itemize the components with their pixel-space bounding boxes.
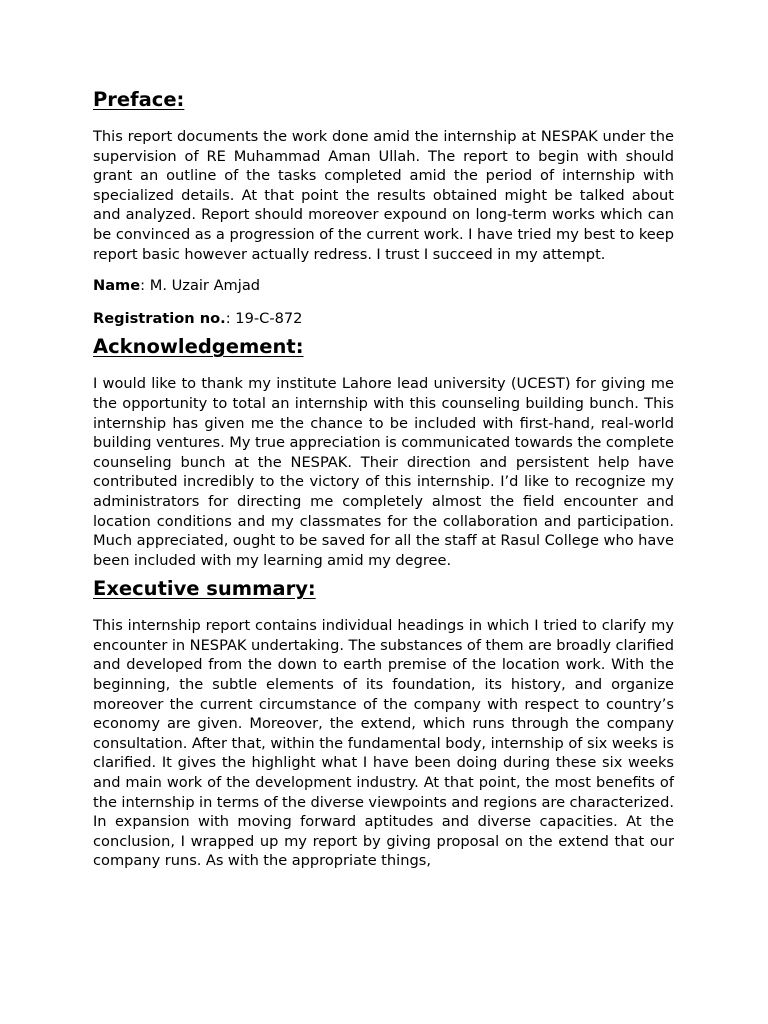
registration-value: : 19-C-872 (225, 309, 303, 327)
document-page (93, 80, 674, 871)
acknowledgement-heading: Acknowledgement: (93, 335, 304, 359)
preface-paragraph: This report documents the work done amid the internship at NESPAK under the supervision of RE Muhammad Aman Ullah. The report to begin with should grant an outline of the tasks completed amid the period of internship with specialized details. At that point the results obtained might be talked about and analyzed. Report should moreover expound on long-term works which can be convinced as a progression of the current work. I have tried my best to keep report basic however actually redress. I trust I succeed in my attempt. (93, 128, 674, 263)
name-field (93, 276, 674, 296)
name-label: Name (93, 277, 141, 295)
acknowledgement-paragraph: I would like to thank my institute Lahore lead university (UCEST) for giving me the opportunity to total an internship with this counseling building bunch. This internship has given me the chance to be included with first-hand, real-world building ventures. My true appreciation is communicated towards the complete counseling bunch at the NESPAK. Their direction and persistent help have contributed incredibly to the victory of this internship. I’d like to recognize my administrators for directing me completely almost the field encounter and location conditions and my classmates for the collaboration and participation. Much appreciated, ought to be saved for all the staff at Rasul College who have been included with my learning amid my degree. (93, 375, 674, 569)
preface-heading: Preface: (93, 88, 185, 111)
executive-summary-heading: Executive summary: (93, 577, 316, 601)
executive-summary-paragraph: This internship report contains individual headings in which I tried to clarify my encounter in NESPAK undertaking. The substances of them are broadly clarified and developed from the down to earth premise of the location work. With the beginning, the subtle elements of its foundation, its history, and organize moreover the current circumstance of the company with respect to country’s economy are given. Moreover, the extend, which runs through the company consultation. After that, within the fundamental body, internship of six weeks is clarified. It gives the highlight what I have been doing during these six weeks and main work of the development industry. At that point, the most benefits of the internship in terms of the diverse viewpoints and regions are characterized. In expansion with moving forward aptitudes and diverse capacities. At the conclusion, I wrapped up my report by giving proposal on the extend that our company runs. As with the appropriate things, (93, 617, 674, 870)
registration-label: Registration no. (93, 309, 226, 327)
registration-field (93, 309, 674, 329)
name-value: : M. Uzair Amjad (140, 277, 261, 295)
